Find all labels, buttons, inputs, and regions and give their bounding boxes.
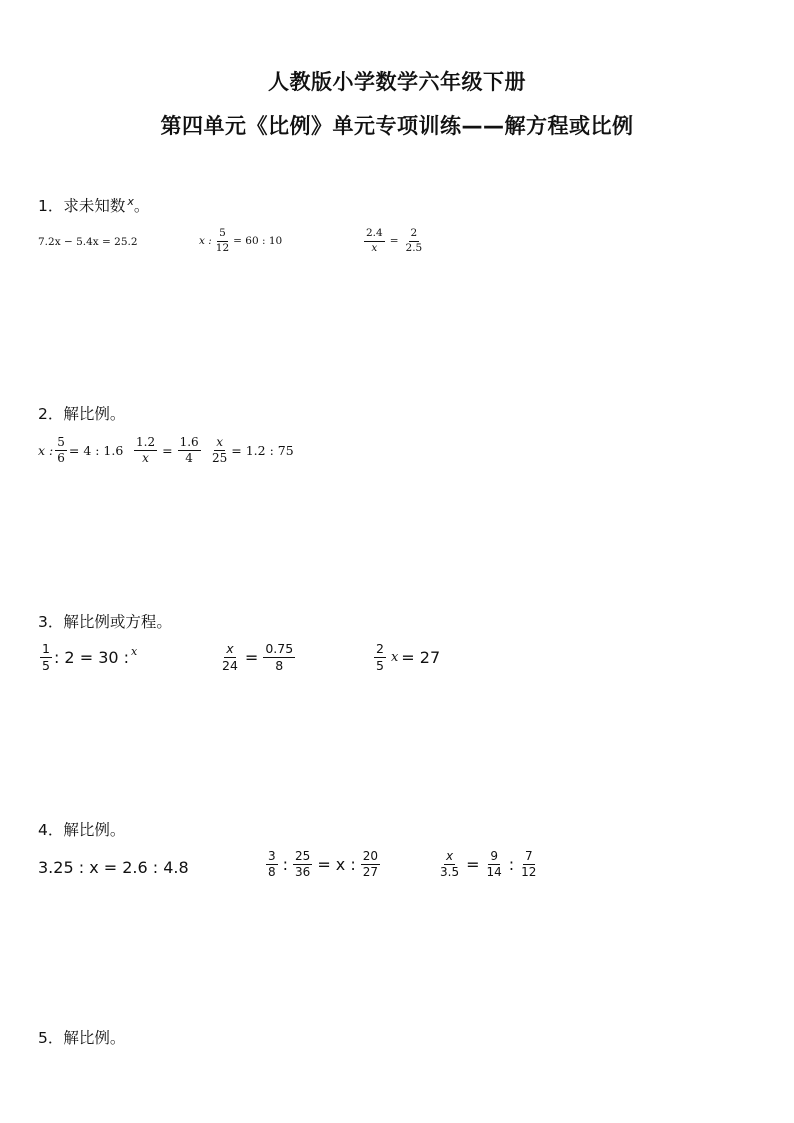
- fraction: [178, 436, 201, 465]
- denominator: 6: [57, 451, 65, 466]
- equation-3-1: [38, 642, 137, 673]
- equation-1-1: [38, 236, 138, 248]
- denominator: x: [371, 241, 378, 254]
- denominator: 5: [376, 657, 384, 673]
- denominator: 12: [215, 241, 230, 254]
- numerator: 5: [217, 228, 228, 242]
- equation-rhs: = 27: [401, 647, 441, 667]
- question-1-label: [38, 194, 149, 216]
- equation-4-3: $\frac{x}{3.5}$ = $\frac{9}{14}$ : $\frac{7}{12}$: [440, 849, 537, 880]
- question-5-label: 5．解比例。: [38, 1029, 126, 1047]
- denominator: x: [142, 451, 149, 466]
- equation-rhs: = 1.2 : 75: [231, 443, 294, 459]
- equation-2-3: [208, 436, 294, 465]
- numerator: 5: [55, 436, 67, 451]
- fraction: [220, 642, 240, 673]
- fraction: [210, 436, 229, 465]
- numerator: 2: [376, 641, 384, 656]
- denominator: 8: [268, 865, 276, 880]
- question-3-label: 3．解比例或方程。: [38, 613, 172, 631]
- equation-4-2: $\frac{3}{8}$ : $\frac{25}{36}$ = x : $\frac{20}{27}$: [268, 849, 379, 880]
- numerator: 7: [523, 850, 535, 865]
- denominator: 5: [42, 657, 50, 673]
- equation-lhs: x :: [199, 235, 212, 248]
- equation-2-1: [38, 436, 123, 465]
- fraction: [134, 436, 157, 465]
- fraction: [214, 228, 231, 254]
- equation-lhs: x :: [38, 443, 54, 459]
- equation-text: 3.25 : x = 2.6 : 4.8: [38, 858, 189, 877]
- question-1-text: 1．求未知数: [38, 197, 126, 215]
- equation-4-1: [38, 858, 189, 877]
- equation-var: x: [390, 649, 399, 665]
- fraction: [293, 850, 312, 879]
- title-line-2: 第四单元《比例》单元专项训练——解方程或比例: [160, 114, 634, 138]
- fraction: [519, 850, 538, 879]
- denominator: 14: [486, 865, 502, 880]
- numerator: 9: [488, 850, 500, 865]
- fraction: [374, 642, 386, 673]
- fraction: [361, 850, 380, 879]
- numerator: 0.75: [265, 641, 294, 656]
- fraction: [364, 228, 385, 254]
- denominator: 3.5: [440, 865, 460, 880]
- fraction: [55, 436, 67, 465]
- question-1-end: 。: [133, 197, 150, 215]
- denominator: 24: [222, 657, 238, 673]
- equation-3-2: $\frac{x}{24}$ = $\frac{0.75}{8}$: [222, 641, 294, 673]
- question-2-label: 2．解比例。: [38, 405, 126, 423]
- fraction: [40, 642, 52, 673]
- question-4-label: 4．解比例。: [38, 821, 126, 839]
- numerator: 25: [293, 850, 312, 865]
- numerator: x: [444, 850, 455, 865]
- numerator: x: [214, 436, 225, 451]
- equation-rhs: = 4 : 1.6: [68, 443, 124, 459]
- fraction: [485, 850, 504, 879]
- equation-3-3: [372, 642, 440, 673]
- numerator: 1.6: [178, 436, 201, 451]
- denominator: 27: [362, 865, 379, 880]
- equation-1-3: $\frac{2.4}{x}$ = $\frac{2}{2.5}$: [366, 227, 423, 254]
- denominator: 25: [212, 451, 228, 466]
- numerator: 1: [42, 641, 50, 656]
- numerator: 1.2: [134, 436, 157, 451]
- numerator: 2.4: [364, 228, 385, 242]
- numerator: 2: [409, 228, 420, 242]
- fraction: [266, 850, 278, 879]
- denominator: 4: [185, 451, 193, 466]
- equation-1-2: [199, 228, 282, 254]
- numerator: 20: [361, 850, 380, 865]
- denominator: 8: [275, 657, 284, 673]
- denominator: 36: [295, 865, 311, 880]
- equation-rhs: = 60 : 10: [233, 235, 283, 248]
- denominator: 12: [521, 865, 537, 880]
- title-line-1: 人教版小学数学六年级下册: [268, 70, 526, 94]
- equation-var: x: [131, 644, 138, 658]
- fraction: [438, 850, 461, 879]
- numerator: x: [226, 641, 234, 656]
- equation-text: 7.2x − 5.4x = 25.2: [38, 236, 138, 248]
- question-1-var: x: [127, 195, 134, 208]
- denominator: 2.5: [405, 241, 423, 254]
- fraction: [404, 228, 425, 254]
- equation-2-2: $\frac{1.2}{x}$ = $\frac{1.6}{4}$: [136, 435, 199, 466]
- equation-mid: = x :: [317, 855, 356, 875]
- equation-rhs: : 2 = 30 :: [53, 647, 130, 667]
- numerator: 3: [266, 850, 278, 865]
- fraction: [263, 642, 295, 673]
